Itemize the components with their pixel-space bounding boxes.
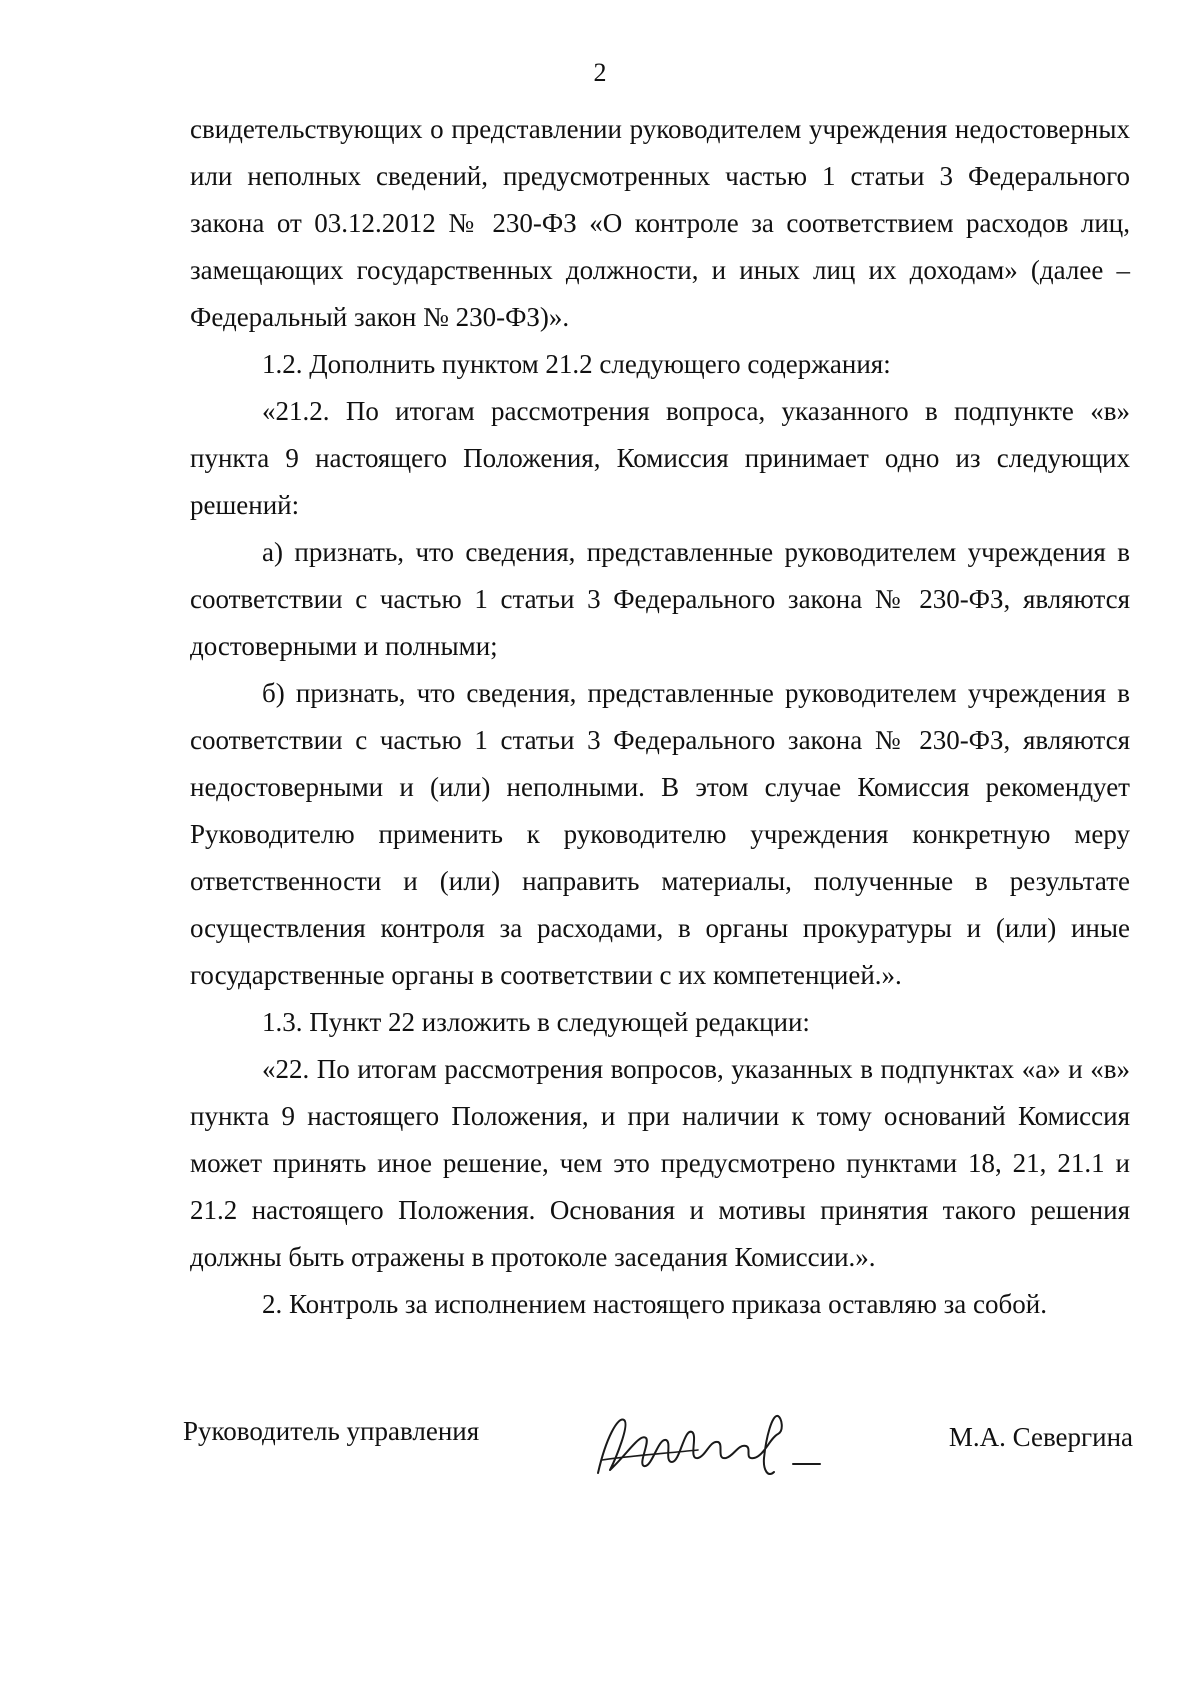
handwritten-signature [588, 1398, 838, 1498]
paragraph-subitem-a: а) признать, что сведения, представленные руководителем учреждения в соответствии с частью 1 статьи 3 Федерального закона № 230-ФЗ, являются достоверными и полными; [190, 537, 1130, 661]
signature-block [183, 1398, 1133, 1498]
paragraph-item-2: 2. Контроль за исполнением настоящего приказа оставляю за собой. [262, 1289, 1047, 1319]
paragraph-subitem-b: б) признать, что сведения, представленные руководителем учреждения в соответствии с частью 1 статьи 3 Федерального закона № 230-ФЗ, являются недостоверными и (или) неполными. В этом случае Комиссия рекомендует Руководителю применить к руководителю учреждения конкретную меру ответственности и (или) направить материалы, полученные в результате осуществления контроля за расходами, в органы прокуратуры и (или) иные государственные органы в соответствии с их компетенцией.». [190, 678, 1130, 990]
paragraph-item-1-2: 1.2. Дополнить пунктом 21.2 следующего содержания: [262, 349, 891, 379]
page-number: 2 [593, 58, 607, 87]
document-body [190, 106, 1130, 1328]
paragraph-continuation: свидетельствующих о представлении руководителем учреждения недостоверных или неполных сведений, предусмотренных частью 1 статьи 3 Федерального закона от 03.12.2012 № 230-ФЗ «О контроле за соответствием расходов лиц, замещающих государственных должности, и иных лиц их доходам» (далее – Федеральный закон № 230-ФЗ)». [190, 114, 1130, 332]
signatory-name: М.А. Севергина [948, 1422, 1133, 1452]
paragraph-item-21-2: «21.2. По итогам рассмотрения вопроса, указанного в подпункте «в» пункта 9 настоящего Положения, Комиссия принимает одно из следующих решений: [190, 396, 1130, 520]
paragraph-item-22: «22. По итогам рассмотрения вопросов, указанных в подпунктах «а» и «в» пункта 9 настоящего Положения, и при наличии к тому оснований Комиссия может принять иное решение, чем это предусмотрено пунктами 18, 21, 21.1 и 21.2 настоящего Положения. Основания и мотивы принятия такого решения должны быть отражены в протоколе заседания Комиссии.». [190, 1054, 1130, 1272]
signatory-position: Руководитель управления [183, 1416, 480, 1446]
paragraph-item-1-3: 1.3. Пункт 22 изложить в следующей редакции: [262, 1007, 810, 1037]
